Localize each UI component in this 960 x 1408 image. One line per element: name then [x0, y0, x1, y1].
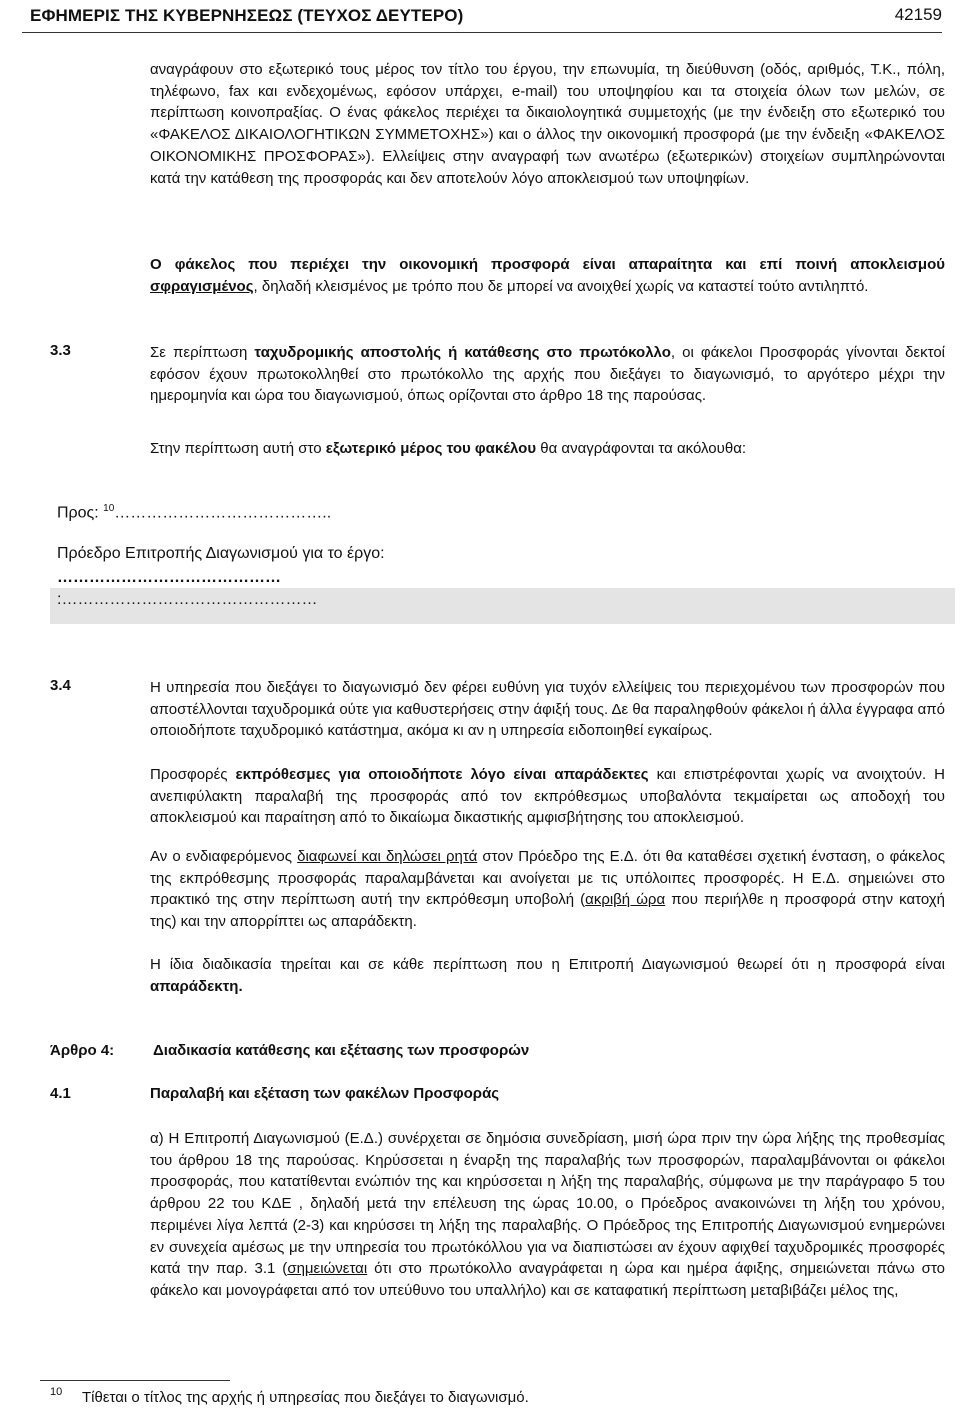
section-number-3-3: 3.3 [50, 342, 71, 359]
procedure-bold: απαράδεκτη. [150, 977, 243, 995]
section-3-4-paragraph-b [150, 764, 945, 829]
outer-text-b: θα αναγράφονται τα ακόλουθα: [536, 440, 747, 457]
objection-underline-a: διαφωνεί και δηλώσει ρητά [297, 848, 478, 865]
section-3-3-bold-a: ταχυδρομικής αποστολής ή κατάθεσης στο πρωτόκολλο [254, 344, 671, 361]
objection-text-c: που περιήλθε η προσφορά στην κατοχή της) και την απορρίπτει ως απαράδεκτη. [150, 891, 945, 931]
sealed-rest-text: , δηλαδή κλεισμένος με τρόπο που δε μπορεί να ανοιχθεί χωρίς να καταστεί τούτο αντιληπτό. [253, 277, 869, 295]
section-number-3-4: 3.4 [50, 677, 71, 694]
section-3-4-paragraph-a: Η υπηρεσία που διεξάγει το διαγωνισμό δεν φέρει ευθύνη για τυχόν ελλείψεις του περιεχομένου των προσφορών που αποστέλλονται ταχυδρομικά ούτε για καθυστερήσεις στην άφιξή τους. Δε θα παραληφθούν φάκελοι ή άλλα έγγραφα από οποιοδήποτε ταχυδρομικό κατάστημα, ακόμα κι αν η υπηρεσία ειδοποιηθεί εγκαίρως. [150, 679, 945, 740]
section-3-3-text-a: Σε περίπτωση [150, 344, 255, 361]
sealed-envelope-paragraph [150, 254, 945, 297]
intro-paragraph [150, 59, 945, 189]
to-dots: ………………………………….. [114, 504, 332, 522]
page-number: 42159 [894, 5, 942, 24]
objection-text-b: στον Πρόεδρο της Ε.Δ. ότι θα καταθέσει σχετική ένσταση, ο φάκελος της εκπρόθεσμης προσφοράς παραλαμβάνεται και ανοίγεται με τις υπόλοιπες προσφορές. Η Ε.Δ. σημειώνει στο πρακτικό της στην περίπτωση αυτή την εκπρόθεσμη υποβολή ( [150, 848, 946, 909]
gazette-title: ΕΦΗΜΕΡΙΣ ΤΗΣ ΚΥΒΕΡΝΗΣΕΩΣ (ΤΕΥΧΟΣ ΔΕΥΤΕΡΟ) [30, 6, 464, 25]
receipt-text-a: α) Η Επιτροπή Διαγωνισμού (Ε.Δ.) συνέρχεται σε δημόσια συνεδρίαση, μισή ώρα πριν την ώρα λήξης της προθεσμίας του άρθρου 18 της παρούσας. Κηρύσσεται η έναρξη της παραλαβής των προσφορών, παραλαμβάνονται οι φάκελοι προσφοράς, που κατατίθενται ενώπιόν της και κηρύσσεται η λήξη της παραλαβής, σύμφωνα με την παράγραφο 5 του άρθρου 22 του ΚΔΕ , δηλαδή μετά την επέλευση της ώρας 10.00, ο Πρόεδρος ανακοινώνει τη λήξη του χρόνου, περιμένει λίγα λεπτά (2-3) και κηρύσσει τη λήξη της παραλαβής. Ο Πρόεδρος της Επιτροπής Διαγωνισμού ενημερώνει εν συνεχεία αμέσως με την υπηρεσία του πρωτόκόλλου για να διαπιστώσει αν έχουν αφιχθεί ταχυδρομικές προσφορές κατά την παρ. 3.1 ( [150, 1130, 945, 1278]
envelope-chair-line: Πρόεδρο Επιτροπής Διαγωνισμού για το έργο: [57, 545, 385, 562]
sealed-bold-text: Ο φάκελος που περιέχει την οικονομική προσφορά είναι απαραίτητα και επί ποινή αποκλεισμού [150, 256, 945, 273]
envelope-bold-dots: …………………………………… [57, 569, 281, 586]
intro-text: αναγράφουν στο εξωτερικό τους μέρος τον τίτλο του έργου, την επωνυμία, τη διεύθυνση (οδός, αριθμός, Τ.Κ., πόλη, τηλέφωνο, fax και ενδεχομένως, εφόσον υπάρχει, e-mail) του υποψηφίου και τα στοιχεία όλων των μελών, σε περίπτωση κοινοπραξίας. Ο ένας φάκελος περιέχει τα δικαιολογητικά συμμετοχής (με την ένδειξη στο εξωτερικό του «ΦΑΚΕΛΟΣ ΔΙΚΑΙΟΛΟΓΗΤΙΚΩΝ ΣΥΜΜΕΤΟΧΗΣ») και ο άλλος την οικονομική προσφορά (με την ένδειξη «ΦΑΚΕΛΟΣ ΟΙΚΟΝΟΜΙΚΗΣ ΠΡΟΣΦΟΡΑΣ»). Ελλείψεις στην αναγραφή των ανωτέρω (εξωτερικών) στοιχείων συμπληρώνονται κατά την κατάθεση της προσφοράς και δεν αποτελούν λόγο αποκλεισμού των υποψηφίων. [150, 61, 945, 187]
footnote-rule [40, 1380, 230, 1381]
header-rule [22, 32, 942, 33]
late-bold: εκπρόθεσμες για οποιοδήποτε λόγο είναι απαράδεκτες [235, 766, 649, 783]
section-3-3-outer-paragraph [150, 438, 945, 460]
to-label: Προς: [57, 504, 99, 522]
late-text-b: και επιστρέφονται χωρίς να ανοιχτούν. Η ανεπιφύλακτη παραλαβή της προσφοράς από τον εκπρόθεσμως υποβαλόντα τεκμαίρεται ως αποδοχή του αποκλεισμού και παραίτηση από το δικαίωμα δικαστικής αμφισβήτησης του αποκλεισμού. [150, 766, 945, 827]
section-number-4-1: 4.1 [50, 1085, 71, 1102]
envelope-to-line [57, 503, 331, 522]
footnote-ref: 10 [103, 503, 115, 514]
section-4-1-paragraph [150, 1128, 945, 1302]
procedure-text: Η ίδια διαδικασία τηρείται και σε κάθε περίπτωση που η Επιτροπή Διαγωνισμού θεωρεί ότι η προσφορά είναι [150, 956, 945, 973]
outer-bold: εξωτερικό μέρος του φακέλου [325, 440, 537, 457]
section-3-3-paragraph [150, 342, 945, 407]
section-3-3-text-b: , οι φάκελοι Προσφοράς γίνονται δεκτοί εφόσον έχουν πρωτοκολληθεί στο πρωτόκολλο της αρχής που διεξάγει το διαγωνισμό, το αργότερο μέχρι την ημερομηνία και ώρα του διαγωνισμού, όπως ορίζονται στο άρθρο 18 της παρούσας. [150, 344, 945, 405]
objection-text-a: Αν ο ενδιαφερόμενος [150, 848, 298, 865]
late-text-a: Προσφορές [150, 766, 236, 783]
sealed-underlined-text: σφραγισμένος [150, 277, 254, 295]
section-3-4-paragraph-d [150, 954, 945, 997]
footnote-number: 10 [50, 1386, 63, 1398]
section-3-4-paragraph-c [150, 846, 945, 933]
receipt-text-b: ότι στο πρωτόκολλο αναγράφεται η ώρα και ημέρα άφιξης, σημειώνεται πάνω στο φάκελο και μονογράφεται από τον υπεύθυνο του υπαλλήλο) και σε καταφατική περίπτωση μεταβιβάζει μέλος της, [150, 1260, 945, 1299]
article-4-title: Διαδικασία κατάθεσης και εξέτασης των προσφορών [153, 1042, 530, 1059]
section-4-1-title: Παραλαβή και εξέταση των φακέλων Προσφοράς [150, 1085, 500, 1102]
envelope-grey-dots: :………………………………………… [57, 591, 318, 608]
receipt-underline: σημειώνεται [287, 1260, 368, 1278]
page-header [0, 0, 960, 34]
footnote-text: Τίθεται ο τίτλος της αρχής ή υπηρεσίας που διεξάγει το διαγωνισμό. [82, 1389, 529, 1406]
article-4-label: Άρθρο 4: [50, 1042, 115, 1059]
outer-text-a: Στην περίπτωση αυτή στο [150, 440, 326, 457]
objection-underline-b: ακριβή ώρα [585, 891, 666, 909]
